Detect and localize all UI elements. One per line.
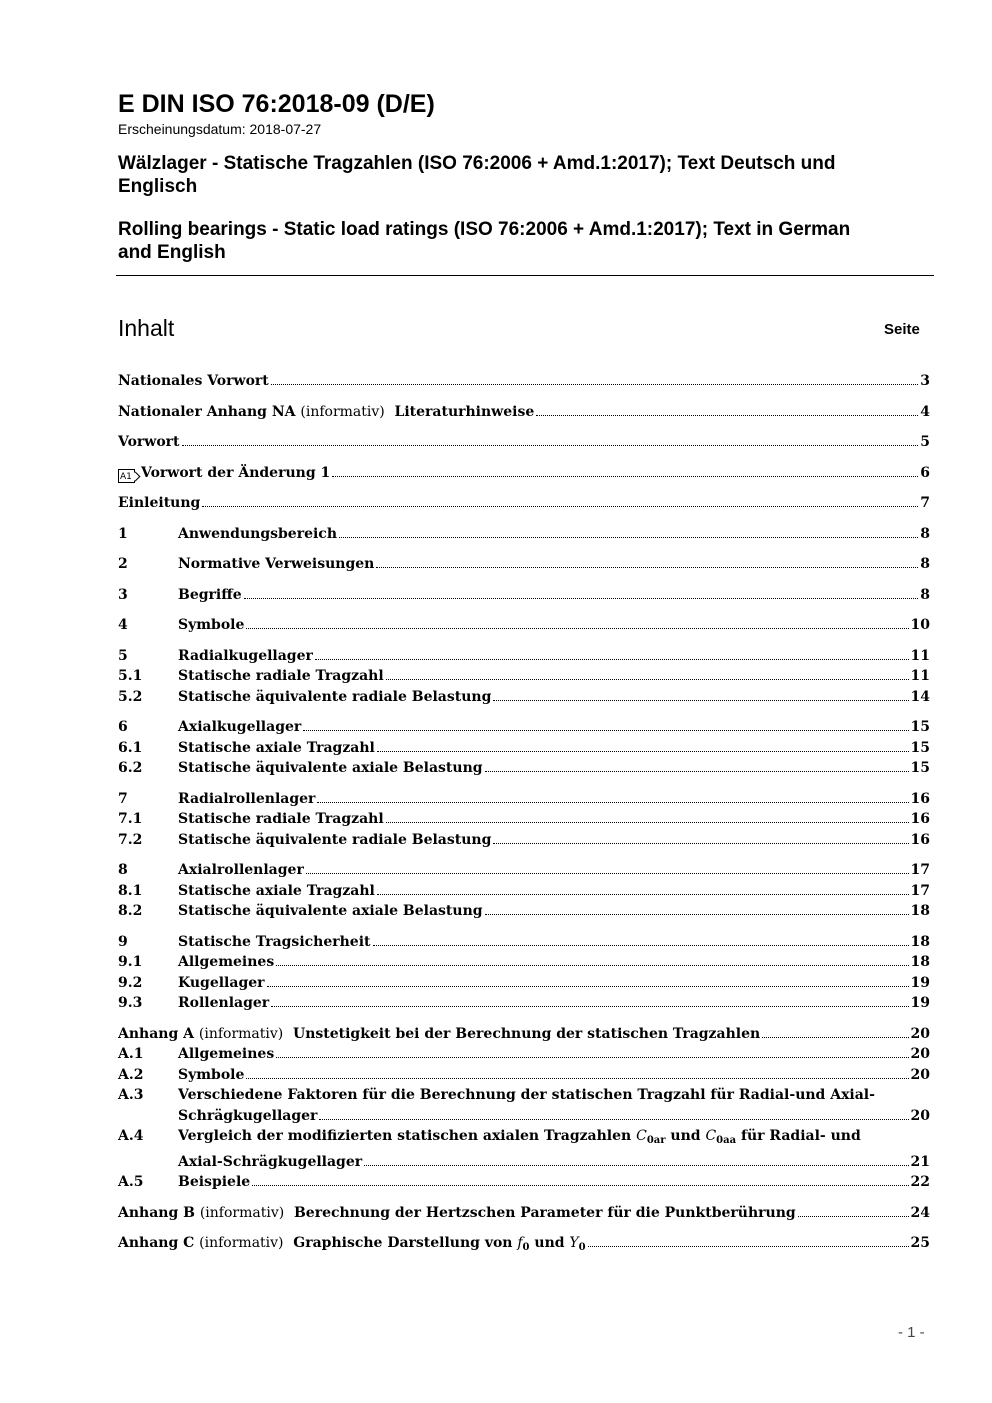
toc-entry-number: 7.1 [118, 811, 143, 827]
toc-entry-4[interactable] [118, 615, 930, 636]
toc-entry-9[interactable] [118, 932, 930, 953]
toc-entry-number: 8.1 [118, 882, 143, 899]
title-german [118, 152, 934, 198]
symbol-c: C [636, 1128, 647, 1144]
toc-entry-page: 15 [910, 760, 930, 776]
toc-leader [485, 914, 909, 915]
toc-entry-page: 20 [910, 1107, 930, 1124]
toc-entry-title: Axialrollenlager [178, 862, 304, 878]
toc-entry-line-2 [178, 1106, 930, 1127]
toc-entry-7-1[interactable] [118, 809, 930, 830]
toc-entry-page: 18 [910, 954, 930, 970]
toc-entry-9-2[interactable] [118, 973, 930, 994]
toc-entry-page: 16 [910, 790, 930, 807]
toc-entry-vorwort-aenderung[interactable] [118, 463, 930, 484]
toc-entry-number: 6.1 [118, 739, 143, 756]
toc-leader [276, 965, 908, 966]
toc-entry-page: 25 [910, 1235, 930, 1251]
toc-leader [267, 986, 909, 987]
toc-leader [276, 1057, 908, 1058]
toc-entry-7[interactable] [118, 789, 930, 810]
toc-entry-6[interactable] [118, 717, 930, 738]
toc-leader [376, 567, 918, 568]
symbol-subscript: 0 [522, 1242, 530, 1253]
toc-entry-title [118, 463, 330, 484]
toc-entry-number: 1 [118, 525, 128, 542]
toc-leader [202, 506, 918, 507]
toc-entry-1[interactable] [118, 524, 930, 545]
toc-leader [373, 945, 909, 946]
toc-leader [182, 445, 919, 446]
toc-entry-title: Symbole [178, 617, 245, 633]
toc-entry-title-text: Vorwort der Änderung 1 [141, 464, 331, 481]
toc-leader [377, 894, 909, 895]
toc-entry-page: 8 [920, 525, 930, 542]
toc-entry-number: 9.2 [118, 974, 143, 991]
toc-heading: Inhalt [118, 315, 175, 341]
toc-entry-title [118, 1024, 760, 1045]
toc-entry-number: 5.1 [118, 668, 143, 684]
toc-entry-page: 15 [910, 739, 930, 756]
toc-entry-page: 5 [920, 434, 930, 450]
toc-entry-8-2[interactable] [118, 901, 930, 922]
toc-title-text: und [670, 1128, 701, 1144]
toc-entry-title [118, 402, 534, 423]
toc-entry-number: 6 [118, 719, 128, 735]
toc-entry-number: A.3 [118, 1087, 144, 1103]
toc-entry-page: 8 [920, 586, 930, 603]
toc-entry-title: Beispiele [178, 1174, 251, 1190]
page-number: - 1 - [898, 1324, 925, 1341]
toc-entry-nationales-vorwort[interactable] [118, 371, 930, 392]
toc-entry-number: A.2 [118, 1066, 144, 1083]
toc-entry-title: Radialkugellager [178, 647, 313, 664]
toc-entry-9-1[interactable] [118, 952, 930, 973]
title-german-line-1: Wälzlager - Statische Tragzahlen (ISO 76:2006 + Amd.1:2017); Text Deutsch und [118, 153, 836, 174]
toc-entry-page: 14 [910, 688, 930, 705]
toc-entry-8-1[interactable] [118, 881, 930, 902]
toc-entry-number: 6.2 [118, 760, 143, 776]
toc-entry-a-5[interactable] [118, 1172, 930, 1193]
toc-entry-9-3[interactable] [118, 993, 930, 1014]
toc-entry-page: 11 [910, 668, 930, 684]
toc-entry-page: 7 [920, 495, 930, 511]
toc-title-text: und [534, 1235, 565, 1251]
symbol-c: C [705, 1128, 717, 1144]
toc-entry-title: Statische radiale Tragzahl [178, 668, 384, 684]
toc-entry-title: Statische äquivalente axiale Belastung [178, 903, 483, 919]
toc-annex-title: Literaturhinweise [394, 403, 535, 420]
toc-entry-number: 4 [118, 617, 128, 633]
toc-leader [493, 700, 908, 701]
toc-entry-title: Statische Tragsicherheit [178, 933, 371, 950]
toc-leader [271, 1006, 908, 1007]
toc-entry-5[interactable] [118, 646, 930, 667]
toc-annex-type: (informativ) [199, 1204, 285, 1221]
toc-entry-title-line-1 [178, 1126, 930, 1152]
toc-leader [588, 1246, 909, 1247]
toc-entry-anhang-b[interactable] [118, 1203, 930, 1224]
toc-entry-a-3[interactable] [118, 1085, 930, 1126]
toc-entry-6-2[interactable] [118, 758, 930, 779]
toc-entry-page: 17 [910, 862, 930, 878]
toc-entry-einleitung[interactable] [118, 493, 930, 514]
toc-entry-page: 20 [910, 1046, 930, 1062]
toc-entry-title: Allgemeines [178, 1046, 275, 1062]
toc-entry-page: 20 [910, 1066, 930, 1083]
toc-entry-title: Statische äquivalente radiale Belastung [178, 688, 492, 705]
toc-entry-anhang-c[interactable] [118, 1233, 930, 1259]
toc-entry-number: 7 [118, 790, 128, 807]
toc-entry-title: Statische äquivalente axiale Belastung [178, 760, 483, 776]
toc-leader [332, 476, 918, 477]
symbol-subscript: 0 [578, 1242, 586, 1253]
toc-entry-number: 7.2 [118, 831, 143, 848]
toc-leader [485, 771, 909, 772]
toc-leader [364, 1165, 908, 1166]
toc-entry-7-2[interactable] [118, 830, 930, 851]
header-divider [116, 275, 934, 276]
symbol-f: f [517, 1235, 523, 1251]
toc-entry-page: 16 [910, 831, 930, 848]
toc-entry-2[interactable] [118, 554, 930, 575]
toc-entry-anhang-a[interactable] [118, 1024, 930, 1045]
toc-title-text: für Radial- und [740, 1128, 861, 1144]
toc-entry-body [178, 1085, 930, 1126]
toc-entry-page: 15 [910, 719, 930, 735]
toc-entry-title: Statische axiale Tragzahl [178, 739, 375, 756]
toc-entry-body [178, 1126, 930, 1172]
toc-entry-number: 9.3 [118, 995, 143, 1011]
toc-entry-title [118, 1203, 796, 1224]
toc-entry-number: A.4 [118, 1128, 144, 1144]
toc-leader [246, 1078, 908, 1079]
toc-leader [246, 628, 908, 629]
toc-entry-page: 6 [920, 464, 930, 481]
toc-annex-title: Graphische Darstellung von [293, 1235, 513, 1251]
document-header [118, 88, 934, 264]
publication-date: Erscheinungsdatum: 2018-07-27 [118, 121, 322, 137]
toc-entry-number: 9 [118, 933, 128, 950]
toc-entry-nationaler-anhang[interactable] [118, 402, 930, 423]
toc-entry-line-2 [178, 1152, 930, 1173]
toc-entry-a-2[interactable] [118, 1065, 930, 1086]
toc-annex-type: (informativ) [300, 403, 385, 420]
toc-entry-number: 3 [118, 586, 128, 603]
toc-entry-page: 19 [910, 995, 930, 1011]
toc-annex-label: Nationaler Anhang NA [118, 403, 296, 420]
toc-entry-5-1[interactable] [118, 666, 930, 687]
toc-entry-a-1[interactable] [118, 1044, 930, 1065]
toc-entry-title: Allgemeines [178, 954, 275, 970]
toc-annex-type: (informativ) [198, 1025, 284, 1042]
toc-entry-title: Statische axiale Tragzahl [178, 882, 375, 899]
toc-entry-page: 21 [910, 1153, 930, 1170]
toc-entry-title [118, 1233, 586, 1259]
toc-entry-title: Statische radiale Tragzahl [178, 811, 384, 827]
toc-leader [317, 802, 908, 803]
toc-entry-number: 9.1 [118, 954, 143, 970]
toc-entry-title: Symbole [178, 1066, 245, 1083]
toc-leader [315, 659, 909, 660]
toc-entry-number: 5 [118, 647, 128, 664]
toc-page-label: Seite [884, 321, 920, 338]
toc-entry-page: 10 [910, 617, 930, 633]
toc-entry-title: Axialkugellager [178, 719, 302, 735]
toc-annex-label: Anhang C [118, 1235, 195, 1251]
title-english-line-1: Rolling bearings - Static load ratings (ISO 76:2006 + Amd.1:2017); Text in German [118, 219, 851, 240]
toc-entry-title: Radialrollenlager [178, 790, 316, 807]
toc-annex-title: Berechnung der Hertzschen Parameter für die Punktberührung [293, 1204, 796, 1221]
amendment-marker-icon: A1 [118, 469, 135, 483]
toc-entry-5-2[interactable] [118, 687, 930, 708]
toc-entry-title: Kugellager [178, 974, 265, 991]
toc-entry-page: 8 [920, 556, 930, 572]
toc-entry-a-4[interactable] [118, 1126, 930, 1172]
document-id: E DIN ISO 76:2018-09 (D/E) [118, 90, 435, 118]
toc-entry-page: 4 [920, 403, 930, 420]
toc-entry-page: 16 [910, 811, 930, 827]
toc-entry-number: A.1 [118, 1046, 144, 1062]
toc-annex-type: (informativ) [199, 1235, 284, 1251]
toc-entry-page: 20 [910, 1025, 930, 1042]
title-english-line-2: and English [118, 242, 226, 263]
toc-entry-title: Normative Verweisungen [178, 556, 375, 572]
toc-title-text: Vergleich der modifizierten statischen axialen Tragzahlen [178, 1128, 632, 1144]
toc-entry-number: A.5 [118, 1174, 144, 1190]
toc-entry-page: 18 [910, 933, 930, 950]
symbol-subscript: 0ar [646, 1135, 666, 1146]
title-german-line-2: Englisch [118, 176, 198, 197]
toc-entry-8[interactable] [118, 860, 930, 881]
title-english [118, 218, 934, 264]
toc-leader [252, 1185, 908, 1186]
toc-leader [798, 1216, 909, 1217]
toc-entry-vorwort[interactable] [118, 432, 930, 453]
toc-entry-title: Rollenlager [178, 995, 270, 1011]
toc-entry-page: 3 [920, 373, 930, 389]
toc-entry-number: 2 [118, 556, 128, 572]
toc-leader [319, 1119, 908, 1120]
toc-leader [536, 415, 918, 416]
toc-entry-title: Begriffe [178, 586, 242, 603]
toc-leader [244, 598, 919, 599]
toc-entry-number: 5.2 [118, 688, 143, 705]
toc-annex-title: Unstetigkeit bei der Berechnung der statischen Tragzahlen [292, 1025, 761, 1042]
toc-leader [339, 537, 918, 538]
toc-leader [271, 384, 919, 385]
toc-entry-number: 8.2 [118, 903, 143, 919]
toc-entry-3[interactable] [118, 585, 930, 606]
toc-entry-page: 22 [910, 1174, 930, 1190]
symbol-y: Y [569, 1235, 579, 1251]
toc-entry-title: Statische äquivalente radiale Belastung [178, 831, 492, 848]
toc-annex-label: Anhang B [118, 1204, 195, 1221]
toc-entry-title: Einleitung [118, 495, 201, 511]
toc-entry-page: 17 [910, 882, 930, 899]
table-of-contents [118, 371, 930, 1259]
toc-leader [762, 1037, 908, 1038]
toc-leader [306, 873, 909, 874]
toc-entry-title: Nationales Vorwort [118, 373, 269, 389]
toc-annex-label: Anhang A [118, 1025, 194, 1042]
toc-entry-title: Anwendungsbereich [178, 525, 337, 542]
toc-entry-6-1[interactable] [118, 738, 930, 759]
toc-leader [386, 822, 909, 823]
toc-leader [303, 730, 908, 731]
toc-entry-title-line-1: Verschiedene Faktoren für die Berechnung der statischen Tragzahl für Radial-und Axial- [178, 1087, 875, 1103]
toc-leader [377, 751, 909, 752]
toc-leader [386, 679, 909, 680]
toc-entry-page: 18 [910, 903, 930, 919]
toc-entry-page: 19 [910, 974, 930, 991]
toc-entry-page: 11 [910, 647, 930, 664]
toc-entry-title-line-2: Schrägkugellager [178, 1107, 318, 1124]
toc-entry-title: Vorwort [118, 434, 180, 450]
toc-leader [493, 843, 908, 844]
symbol-subscript: 0aa [716, 1135, 737, 1146]
toc-entry-number: 8 [118, 862, 128, 878]
toc-entry-page: 24 [910, 1204, 930, 1221]
toc-entry-title-line-2: Axial-Schrägkugellager [178, 1153, 363, 1170]
